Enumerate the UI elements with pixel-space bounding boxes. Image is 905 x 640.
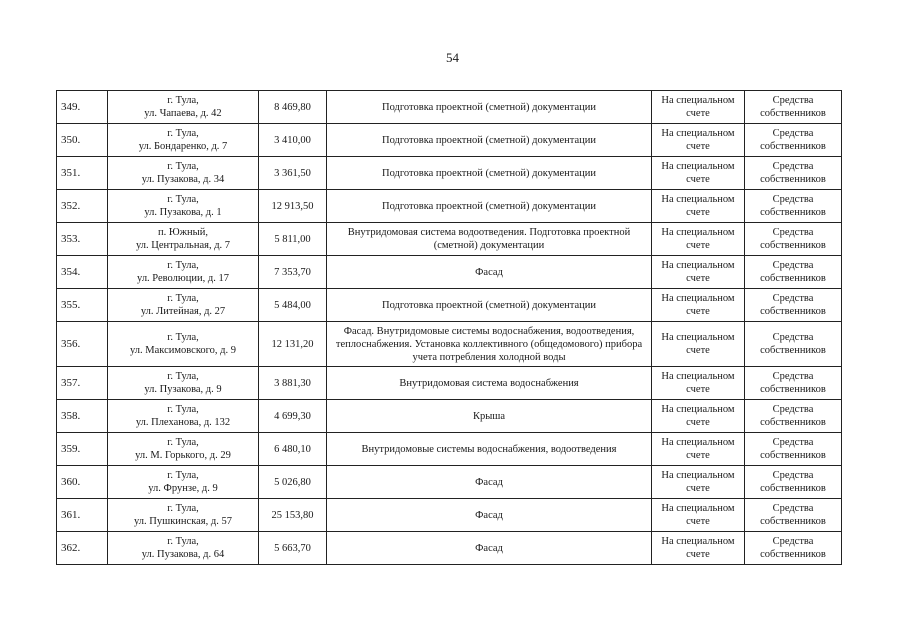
address-cell: [108, 466, 259, 499]
table-row: [57, 499, 842, 532]
work-type-cell: Фасад: [327, 499, 652, 532]
table-row: [57, 433, 842, 466]
work-type-cell: Фасад: [327, 466, 652, 499]
funding-source-cell: Средства собственников: [745, 367, 842, 400]
funding-source-cell: Средства собственников: [745, 499, 842, 532]
address-street: ул. Фрунзе, д. 9: [148, 483, 218, 494]
account-method-cell: На специальном счете: [652, 124, 745, 157]
table-row: [57, 466, 842, 499]
address-cell: [108, 499, 259, 532]
funding-source-cell: Средства собственников: [745, 400, 842, 433]
account-method-cell: На специальном счете: [652, 223, 745, 256]
address-locality: г. Тула,: [167, 293, 199, 304]
address-street: ул. Пузакова, д. 9: [144, 384, 222, 395]
account-method-cell: На специальном счете: [652, 289, 745, 322]
table-row: [57, 289, 842, 322]
table-row: [57, 532, 842, 565]
work-type-cell: Внутридомовые системы водоснабжения, водоотведения: [327, 433, 652, 466]
address-locality: г. Тула,: [167, 437, 199, 448]
address-cell: [108, 124, 259, 157]
account-method-cell: На специальном счете: [652, 400, 745, 433]
work-type-cell: Фасад: [327, 256, 652, 289]
cost-cell: 5 026,80: [259, 466, 327, 499]
funding-source-cell: Средства собственников: [745, 532, 842, 565]
address-cell: [108, 532, 259, 565]
address-cell: [108, 190, 259, 223]
work-type-cell: Внутридомовая система водоснабжения: [327, 367, 652, 400]
address-locality: г. Тула,: [167, 503, 199, 514]
account-method-cell: На специальном счете: [652, 322, 745, 367]
funding-source-cell: Средства собственников: [745, 91, 842, 124]
row-number: 350.: [57, 124, 108, 157]
address-locality: г. Тула,: [167, 260, 199, 271]
account-method-cell: На специальном счете: [652, 256, 745, 289]
repair-registry-table: [56, 90, 842, 565]
work-type-cell: Крыша: [327, 400, 652, 433]
address-street: ул. Литейная, д. 27: [140, 306, 226, 317]
address-locality: г. Тула,: [167, 470, 199, 481]
account-method-cell: На специальном счете: [652, 466, 745, 499]
work-type-cell: Фасад: [327, 532, 652, 565]
table-row: [57, 322, 842, 367]
row-number: 351.: [57, 157, 108, 190]
cost-cell: 5 484,00: [259, 289, 327, 322]
address-street: ул. Пузакова, д. 64: [141, 549, 225, 560]
address-street: ул. Пузакова, д. 34: [141, 174, 225, 185]
account-method-cell: На специальном счете: [652, 433, 745, 466]
row-number: 352.: [57, 190, 108, 223]
account-method-cell: На специальном счете: [652, 532, 745, 565]
cost-cell: 5 811,00: [259, 223, 327, 256]
address-locality: г. Тула,: [167, 332, 199, 343]
table-row: [57, 124, 842, 157]
row-number: 354.: [57, 256, 108, 289]
address-cell: [108, 157, 259, 190]
address-locality: г. Тула,: [167, 95, 199, 106]
work-type-cell: Подготовка проектной (сметной) документации: [327, 91, 652, 124]
cost-cell: 6 480,10: [259, 433, 327, 466]
address-cell: [108, 367, 259, 400]
row-number: 353.: [57, 223, 108, 256]
address-street: ул. М. Горького, д. 29: [135, 450, 231, 461]
funding-source-cell: Средства собственников: [745, 433, 842, 466]
address-locality: г. Тула,: [167, 194, 199, 205]
account-method-cell: На специальном счете: [652, 190, 745, 223]
row-number: 361.: [57, 499, 108, 532]
address-street: ул. Чапаева, д. 42: [144, 108, 222, 119]
funding-source-cell: Средства собственников: [745, 466, 842, 499]
address-locality: п. Южный,: [158, 227, 208, 238]
account-method-cell: На специальном счете: [652, 367, 745, 400]
row-number: 349.: [57, 91, 108, 124]
cost-cell: 12 131,20: [259, 322, 327, 367]
address-street: ул. Пушкинская, д. 57: [134, 516, 232, 527]
address-cell: [108, 256, 259, 289]
address-locality: г. Тула,: [167, 161, 199, 172]
table-row: [57, 256, 842, 289]
cost-cell: 5 663,70: [259, 532, 327, 565]
cost-cell: 7 353,70: [259, 256, 327, 289]
account-method-cell: На специальном счете: [652, 91, 745, 124]
funding-source-cell: Средства собственников: [745, 223, 842, 256]
work-type-cell: Подготовка проектной (сметной) документации: [327, 190, 652, 223]
address-street: ул. Пузакова, д. 1: [144, 207, 222, 218]
address-cell: [108, 289, 259, 322]
address-locality: г. Тула,: [167, 536, 199, 547]
address-locality: г. Тула,: [167, 404, 199, 415]
account-method-cell: На специальном счете: [652, 499, 745, 532]
address-locality: г. Тула,: [167, 128, 199, 139]
work-type-cell: Подготовка проектной (сметной) документации: [327, 124, 652, 157]
row-number: 355.: [57, 289, 108, 322]
address-street: ул. Революции, д. 17: [137, 273, 229, 284]
funding-source-cell: Средства собственников: [745, 190, 842, 223]
address-cell: [108, 91, 259, 124]
table-row: [57, 400, 842, 433]
funding-source-cell: Средства собственников: [745, 256, 842, 289]
row-number: 357.: [57, 367, 108, 400]
work-type-cell: Внутридомовая система водоотведения. Подготовка проектной (сметной) документации: [327, 223, 652, 256]
funding-source-cell: Средства собственников: [745, 157, 842, 190]
cost-cell: 12 913,50: [259, 190, 327, 223]
address-street: ул. Плеханова, д. 132: [135, 417, 231, 428]
cost-cell: 25 153,80: [259, 499, 327, 532]
funding-source-cell: Средства собственников: [745, 124, 842, 157]
cost-cell: 3 881,30: [259, 367, 327, 400]
row-number: 356.: [57, 322, 108, 367]
address-street: ул. Максимовского, д. 9: [129, 345, 237, 356]
work-type-cell: Подготовка проектной (сметной) документации: [327, 289, 652, 322]
cost-cell: 4 699,30: [259, 400, 327, 433]
row-number: 359.: [57, 433, 108, 466]
table-row: [57, 190, 842, 223]
work-type-cell: Подготовка проектной (сметной) документации: [327, 157, 652, 190]
address-street: ул. Бондаренко, д. 7: [138, 141, 228, 152]
table-row: [57, 367, 842, 400]
cost-cell: 3 361,50: [259, 157, 327, 190]
page-number: 54: [446, 50, 459, 65]
row-number: 360.: [57, 466, 108, 499]
address-cell: [108, 223, 259, 256]
table-row: [57, 223, 842, 256]
cost-cell: 3 410,00: [259, 124, 327, 157]
address-cell: [108, 400, 259, 433]
row-number: 362.: [57, 532, 108, 565]
work-type-cell: Фасад. Внутридомовые системы водоснабжения, водоотведения, теплоснабжения. Установка коллективного (общедомового) прибора учета потребления холодной воды: [327, 322, 652, 367]
funding-source-cell: Средства собственников: [745, 289, 842, 322]
address-street: ул. Центральная, д. 7: [135, 240, 231, 251]
address-cell: [108, 322, 259, 367]
table-row: [57, 157, 842, 190]
address-locality: г. Тула,: [167, 371, 199, 382]
table-row: [57, 91, 842, 124]
account-method-cell: На специальном счете: [652, 157, 745, 190]
funding-source-cell: Средства собственников: [745, 322, 842, 367]
address-cell: [108, 433, 259, 466]
row-number: 358.: [57, 400, 108, 433]
cost-cell: 8 469,80: [259, 91, 327, 124]
